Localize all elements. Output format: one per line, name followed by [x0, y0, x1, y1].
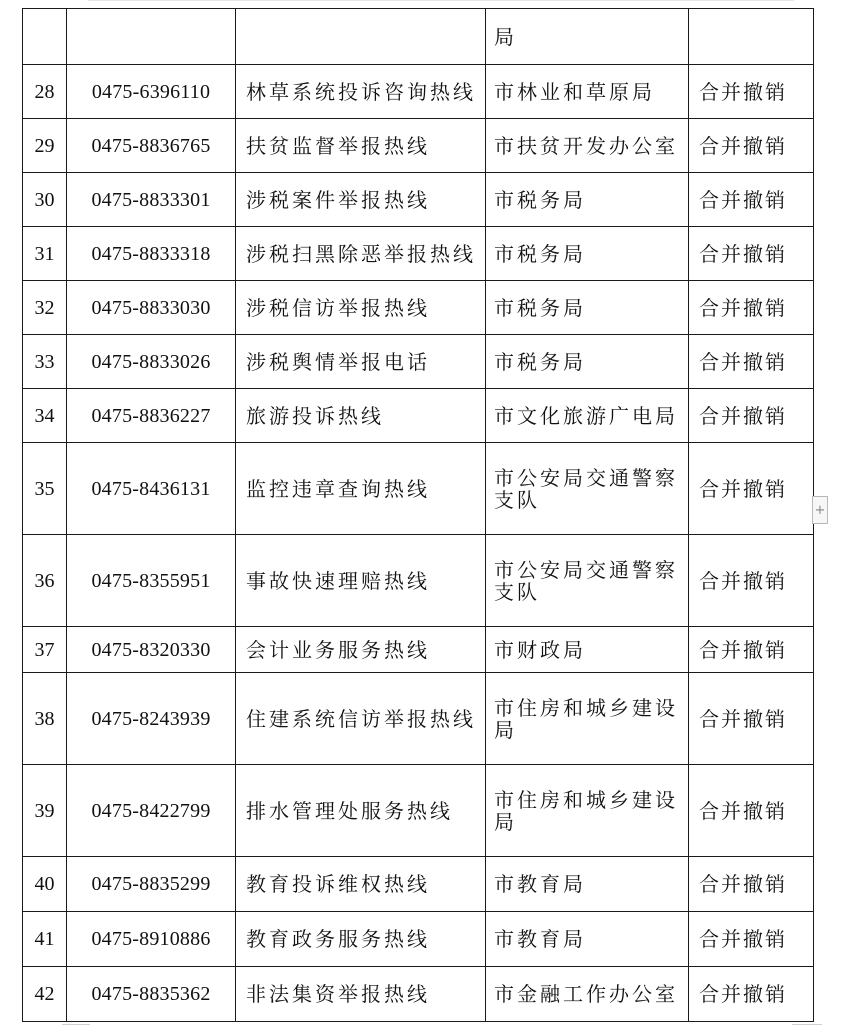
cell-unit: 市税务局: [486, 281, 689, 335]
table-row: [23, 857, 814, 912]
cell-no: 33: [23, 335, 67, 389]
cell-action: 合并撤销: [689, 765, 814, 857]
table-row: [23, 119, 814, 173]
cell-unit: 局: [486, 9, 689, 65]
cell-phone: 0475-8833301: [67, 173, 236, 227]
table-row: [23, 389, 814, 443]
table-row: [23, 967, 814, 1022]
cell-phone: [67, 9, 236, 65]
cell-unit: 市金融工作办公室: [486, 967, 689, 1022]
cell-action: 合并撤销: [689, 443, 814, 535]
cell-unit: 市教育局: [486, 857, 689, 912]
table-row: [23, 535, 814, 627]
table-row: [23, 765, 814, 857]
cell-action: 合并撤销: [689, 673, 814, 765]
cell-name: 会计业务服务热线: [236, 627, 486, 673]
table-row: [23, 65, 814, 119]
cell-name: 涉税舆情举报电话: [236, 335, 486, 389]
add-row-button[interactable]: +: [812, 496, 828, 524]
table-row: [23, 173, 814, 227]
cell-no: 35: [23, 443, 67, 535]
table-row: [23, 912, 814, 967]
cell-unit: 市财政局: [486, 627, 689, 673]
cell-name: 扶贫监督举报热线: [236, 119, 486, 173]
table-row-continuation: [23, 9, 814, 65]
cell-phone: 0475-8833026: [67, 335, 236, 389]
cell-no: 37: [23, 627, 67, 673]
cell-no: 34: [23, 389, 67, 443]
cell-name: 林草系统投诉咨询热线: [236, 65, 486, 119]
cell-action: 合并撤销: [689, 335, 814, 389]
page-edge-mark: [792, 1024, 822, 1025]
cell-action: 合并撤销: [689, 535, 814, 627]
cell-no: 31: [23, 227, 67, 281]
cell-phone: 0475-8910886: [67, 912, 236, 967]
cell-name: 事故快速理赔热线: [236, 535, 486, 627]
cell-unit: 市文化旅游广电局: [486, 389, 689, 443]
cell-phone: 0475-8422799: [67, 765, 236, 857]
cell-no: [23, 9, 67, 65]
cell-unit: 市扶贫开发办公室: [486, 119, 689, 173]
page-edge-mark: [88, 0, 794, 1]
cell-name: 排水管理处服务热线: [236, 765, 486, 857]
table-row: [23, 443, 814, 535]
cell-phone: 0475-8835299: [67, 857, 236, 912]
cell-unit: 市税务局: [486, 335, 689, 389]
cell-phone: 0475-8355951: [67, 535, 236, 627]
cell-unit: 市公安局交通警察支队: [486, 535, 689, 627]
cell-phone: 0475-8836765: [67, 119, 236, 173]
cell-action: 合并撤销: [689, 281, 814, 335]
cell-no: 42: [23, 967, 67, 1022]
cell-name: 涉税扫黑除恶举报热线: [236, 227, 486, 281]
cell-action: 合并撤销: [689, 173, 814, 227]
table-row: [23, 281, 814, 335]
cell-phone: 0475-8833030: [67, 281, 236, 335]
cell-no: 36: [23, 535, 67, 627]
cell-name: 旅游投诉热线: [236, 389, 486, 443]
cell-no: 38: [23, 673, 67, 765]
hotline-table: [22, 8, 814, 1022]
cell-unit: 市税务局: [486, 227, 689, 281]
cell-action: 合并撤销: [689, 967, 814, 1022]
cell-unit: 市林业和草原局: [486, 65, 689, 119]
cell-name: 教育投诉维权热线: [236, 857, 486, 912]
cell-name: 非法集资举报热线: [236, 967, 486, 1022]
table-row: [23, 335, 814, 389]
cell-name: 教育政务服务热线: [236, 912, 486, 967]
cell-unit: 市公安局交通警察支队: [486, 443, 689, 535]
table-row: [23, 227, 814, 281]
cell-phone: 0475-6396110: [67, 65, 236, 119]
cell-name: 涉税信访举报热线: [236, 281, 486, 335]
cell-action: 合并撤销: [689, 389, 814, 443]
cell-no: 32: [23, 281, 67, 335]
cell-phone: 0475-8320330: [67, 627, 236, 673]
cell-phone: 0475-8833318: [67, 227, 236, 281]
cell-unit: 市住房和城乡建设局: [486, 765, 689, 857]
table-row: [23, 627, 814, 673]
cell-no: 39: [23, 765, 67, 857]
cell-phone: 0475-8835362: [67, 967, 236, 1022]
cell-action: 合并撤销: [689, 65, 814, 119]
cell-unit: 市教育局: [486, 912, 689, 967]
cell-phone: 0475-8243939: [67, 673, 236, 765]
cell-unit: 市住房和城乡建设局: [486, 673, 689, 765]
cell-action: 合并撤销: [689, 227, 814, 281]
table-row: [23, 673, 814, 765]
cell-action: 合并撤销: [689, 857, 814, 912]
cell-name: 涉税案件举报热线: [236, 173, 486, 227]
cell-no: 28: [23, 65, 67, 119]
cell-action: 合并撤销: [689, 912, 814, 967]
cell-action: 合并撤销: [689, 627, 814, 673]
cell-name: 监控违章查询热线: [236, 443, 486, 535]
cell-no: 41: [23, 912, 67, 967]
cell-no: 30: [23, 173, 67, 227]
cell-name: [236, 9, 486, 65]
cell-name: 住建系统信访举报热线: [236, 673, 486, 765]
cell-no: 29: [23, 119, 67, 173]
cell-phone: 0475-8836227: [67, 389, 236, 443]
page-edge-mark: [62, 1024, 90, 1025]
cell-phone: 0475-8436131: [67, 443, 236, 535]
cell-no: 40: [23, 857, 67, 912]
cell-action: [689, 9, 814, 65]
cell-action: 合并撤销: [689, 119, 814, 173]
cell-unit: 市税务局: [486, 173, 689, 227]
